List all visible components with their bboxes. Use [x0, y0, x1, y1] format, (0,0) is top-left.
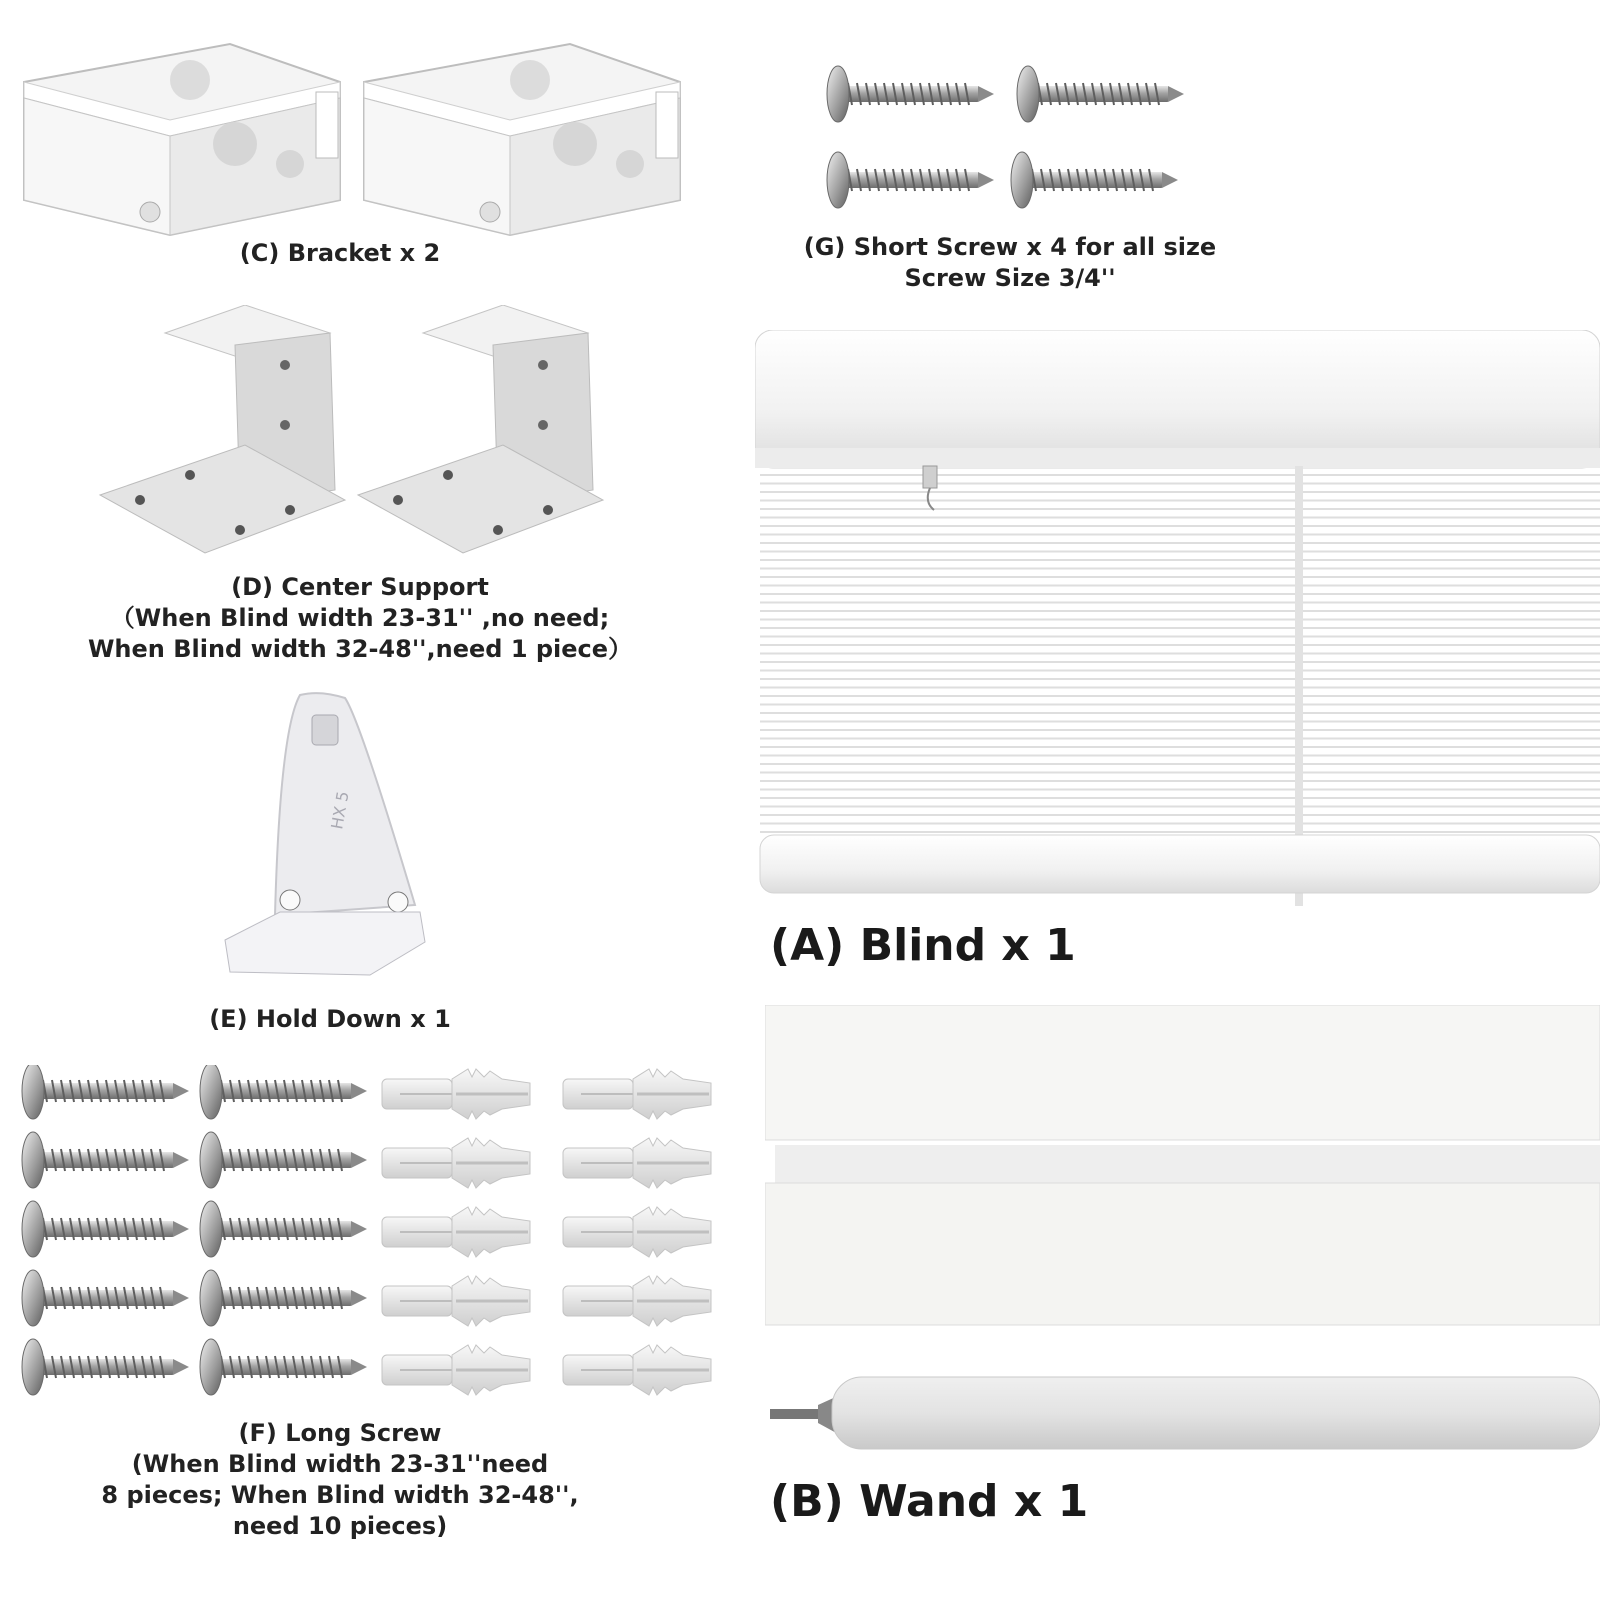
long-screw: [22, 1201, 189, 1257]
wall-anchor: [563, 1069, 711, 1119]
long-screw-caption: (F) Long Screw (When Blind width 23-31''need 8 pieces; When Blind width 32-48'', need 10 pieces): [101, 1419, 579, 1540]
wall-anchor: [563, 1276, 711, 1326]
center-support-2: [358, 305, 603, 553]
wall-anchor: [382, 1069, 530, 1119]
short-screw-4: [1011, 152, 1178, 208]
wall-anchor: [382, 1345, 530, 1395]
long-screw: [200, 1201, 367, 1257]
center-support-image: [95, 305, 615, 555]
valance-image: [765, 1005, 1600, 1330]
short-screw-3: [827, 152, 994, 208]
long-screw: [200, 1065, 367, 1119]
wand-caption: (B) Wand x 1: [770, 1476, 1089, 1527]
hold-down-caption: (E) Hold Down x 1: [209, 1005, 451, 1033]
wall-anchor: [382, 1276, 530, 1326]
center-support-1: [100, 305, 345, 553]
bracket-1: [24, 44, 340, 235]
blind-slats: [760, 475, 1600, 832]
wand-image: [770, 1365, 1600, 1475]
long-screw-image: [15, 1065, 735, 1425]
hold-down-image: [220, 690, 430, 990]
long-screw: [22, 1065, 189, 1119]
bracket-caption: (C) Bracket x 2: [239, 239, 441, 267]
short-screw-caption: (G) Short Screw x 4 for all size Screw Size 3/4'': [803, 233, 1217, 292]
long-screw: [200, 1270, 367, 1326]
wall-anchor: [382, 1207, 530, 1257]
long-screw: [22, 1339, 189, 1395]
center-support-caption: (D) Center Support （When Blind width 23-31'' ,no need; When Blind width 32-48'',need 1 piece）: [87, 573, 633, 663]
bracket-image: [20, 40, 700, 240]
short-screw-2: [1017, 66, 1184, 122]
long-screw-grid: [15, 1065, 735, 1425]
long-screw: [200, 1339, 367, 1395]
short-screw-1: [827, 66, 994, 122]
wall-anchor: [382, 1138, 530, 1188]
wall-anchor: [563, 1345, 711, 1395]
long-screw: [22, 1132, 189, 1188]
hold-down-mark: HX 5: [327, 789, 353, 831]
wall-anchor: [563, 1207, 711, 1257]
short-screw-image: [820, 56, 1200, 226]
blind-image: [755, 330, 1600, 920]
wall-anchor: [563, 1138, 711, 1188]
long-screw: [22, 1270, 189, 1326]
long-screw: [200, 1132, 367, 1188]
blind-caption: (A) Blind x 1: [770, 920, 1076, 971]
bracket-2: [364, 44, 680, 235]
